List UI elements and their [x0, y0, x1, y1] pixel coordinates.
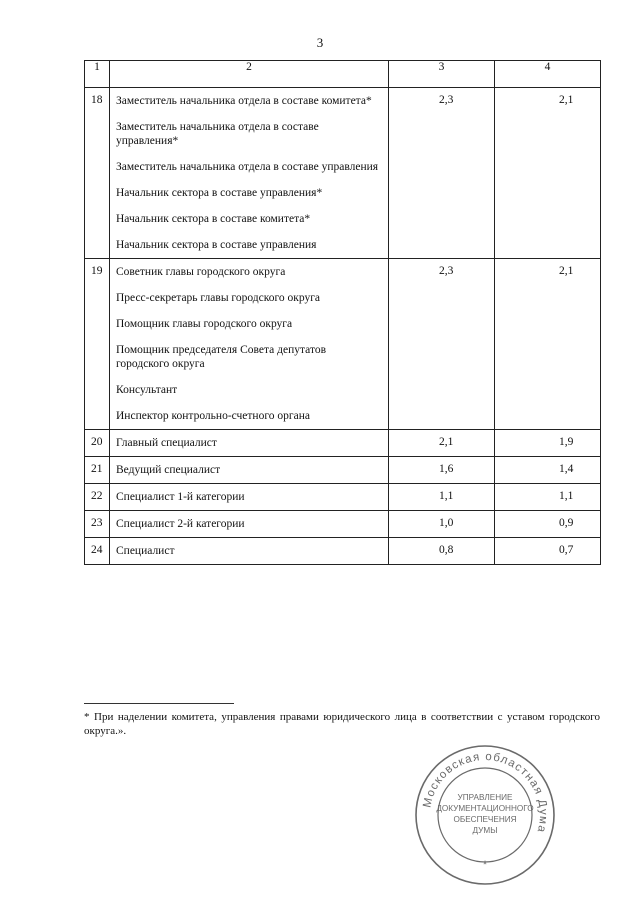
position-title: Специалист 1-й категории [116, 491, 245, 503]
row-number: 21 [85, 457, 110, 484]
row-number: 18 [85, 88, 110, 259]
svg-text:ОБЕСПЕЧЕНИЯ: ОБЕСПЕЧЕНИЯ [453, 815, 517, 824]
header-cell: 3 [389, 61, 495, 88]
coefficient-col4: 2,1 [495, 259, 601, 430]
svg-text:ДОКУМЕНТАЦИОННОГО: ДОКУМЕНТАЦИОННОГО [436, 804, 534, 813]
row-number: 22 [85, 484, 110, 511]
position-cell [110, 511, 389, 538]
table-row [85, 457, 601, 484]
position-title: Заместитель начальника отдела в составе комитета* [116, 95, 372, 107]
organization-seal [414, 744, 556, 886]
position-title: Начальник сектора в составе управления [116, 239, 317, 251]
coefficient-col3: 2,3 [389, 259, 495, 430]
table-row [85, 259, 601, 430]
footnote: * При наделении комитета, управления правами юридического лица в соответствии с уставом городского округа.». [84, 711, 600, 737]
position-title: Пресс-секретарь главы городского округа [116, 292, 321, 304]
position-title: Помощник председателя Совета депутатов городского округа [116, 344, 327, 370]
row-number: 24 [85, 538, 110, 565]
position-cell [110, 538, 389, 565]
svg-text:УПРАВЛЕНИЕ: УПРАВЛЕНИЕ [457, 793, 513, 802]
header-row [85, 61, 601, 88]
position-title: Инспектор контрольно-счетного органа [116, 410, 310, 422]
table-row [85, 511, 601, 538]
coefficient-col4: 0,9 [495, 511, 601, 538]
position-cell [110, 457, 389, 484]
position-cell [110, 259, 389, 430]
coefficient-col4: 2,1 [495, 88, 601, 259]
coefficient-col3: 1,0 [389, 511, 495, 538]
position-title: Начальник сектора в составе управления* [116, 187, 323, 199]
table-row [85, 538, 601, 565]
position-title: Заместитель начальника отдела в составе управления [116, 161, 379, 173]
coefficient-col4: 1,4 [495, 457, 601, 484]
svg-text:ДУМЫ: ДУМЫ [472, 826, 498, 835]
coefficient-col3: 1,6 [389, 457, 495, 484]
table-row [85, 430, 601, 457]
coefficient-col3: 2,3 [389, 88, 495, 259]
coefficient-col3: 2,1 [389, 430, 495, 457]
row-number: 23 [85, 511, 110, 538]
position-cell [110, 88, 389, 259]
header-cell: 4 [495, 61, 601, 88]
position-title: Помощник главы городского округа [116, 318, 293, 330]
page-number: 3 [316, 35, 324, 50]
coefficient-col3: 1,1 [389, 484, 495, 511]
coefficient-col4: 0,7 [495, 538, 601, 565]
footnote-separator [84, 703, 234, 704]
position-title: Консультант [116, 384, 178, 396]
svg-text:Московская областная Дума: Московская областная Дума [421, 750, 550, 835]
position-title: Главный специалист [116, 437, 217, 449]
position-title: Советник главы городского округа [116, 266, 286, 278]
header-cell: 2 [110, 61, 389, 88]
position-title: Ведущий специалист [116, 464, 221, 476]
coefficient-col4: 1,1 [495, 484, 601, 511]
coefficient-col4: 1,9 [495, 430, 601, 457]
position-title: Начальник сектора в составе комитета* [116, 213, 311, 225]
table-row [85, 88, 601, 259]
table-row [85, 484, 601, 511]
header-cell: 1 [85, 61, 110, 88]
position-title: Специалист 2-й категории [116, 518, 245, 530]
svg-text:*: * [482, 859, 488, 871]
position-cell [110, 430, 389, 457]
row-number: 20 [85, 430, 110, 457]
position-cell [110, 484, 389, 511]
position-title: Заместитель начальника отдела в составе управления* [116, 121, 319, 147]
position-title: Специалист [116, 545, 175, 557]
salary-coefficient-table [84, 60, 601, 565]
row-number: 19 [85, 259, 110, 430]
coefficient-col3: 0,8 [389, 538, 495, 565]
